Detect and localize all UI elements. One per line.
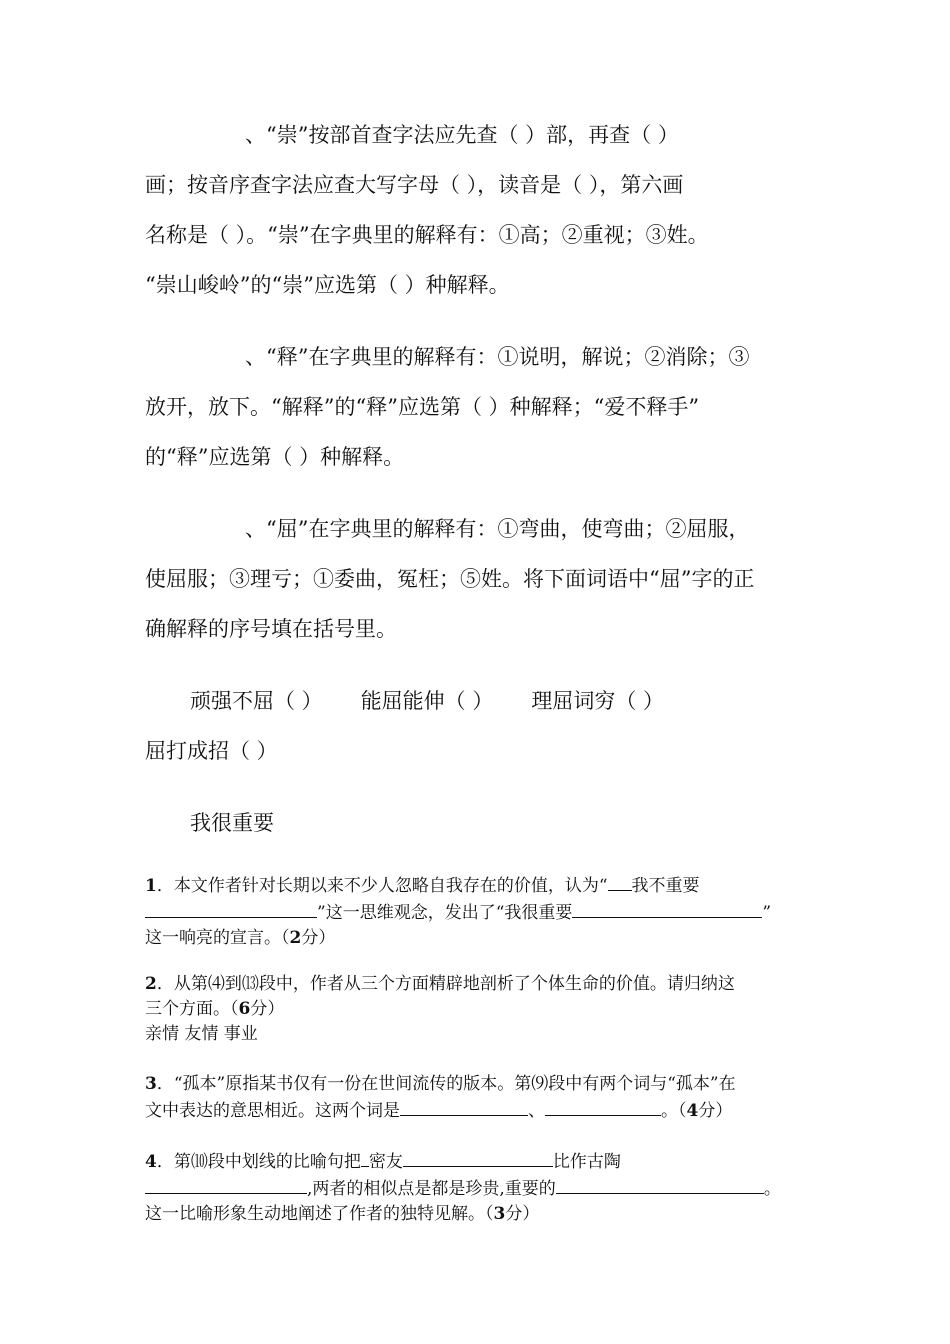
question-1-text-d: ” <box>762 903 772 923</box>
question-4-blank-0[interactable] <box>361 1148 369 1167</box>
question-1-text-a: ．本文作者针对长期以来不少人忽略自我存在的价值，认为“ <box>156 876 608 896</box>
question-3-text-a: ．“孤本”原指某书仅有一份在世间流传的版本。第⑼段中有两个词与“孤本”在 <box>156 1074 736 1094</box>
question-4-text-d: ,两者的相似点是都是珍贵,重要的 <box>307 1179 556 1199</box>
question-qu-line1: 、“屈”在字典里的解释有：①弯曲，使弯曲；②屈服， <box>245 517 750 541</box>
question-4 <box>145 1148 810 1227</box>
question-4-score: 3 <box>493 1204 506 1224</box>
question-3-text-d: 分） <box>698 1101 733 1121</box>
question-1-text-f: 分） <box>301 928 336 948</box>
question-shi <box>145 332 810 482</box>
question-1 <box>145 872 810 951</box>
question-1-blank-0[interactable] <box>608 872 632 891</box>
question-chong-line4: “崇山峻岭”的“崇”应选第（ ）种解释。 <box>145 273 510 297</box>
question-3-text-b: 文中表达的意思相近。这两个词是 <box>145 1101 400 1121</box>
question-3-blank-1[interactable] <box>400 1097 528 1116</box>
question-4-text-f: 这一比喻形象生动地阐述了作者的独特见解。（ <box>145 1204 494 1224</box>
question-1-text-e: 这一响亮的宣言。（ <box>145 928 290 948</box>
question-3-score: 4 <box>686 1101 699 1121</box>
question-chong-line3: 名称是（ ）。“崇”在字典里的解释有：①高；②重视；③姓。 <box>145 223 709 247</box>
word-list-row2 <box>145 726 810 776</box>
question-2-score: 6 <box>238 999 251 1019</box>
question-1-text-c: ”这一思维观念，发出了“我很重要 <box>317 903 573 923</box>
question-1-blank-2[interactable] <box>572 899 762 918</box>
word-item-3: 理屈词穷（ ） <box>531 689 665 713</box>
word-list <box>190 676 702 726</box>
question-4-blank-1[interactable] <box>403 1148 553 1167</box>
question-shi-line3: 的“释”应选第（ ）种解释。 <box>145 445 405 469</box>
question-qu <box>145 504 810 654</box>
word-item-1: 顽强不屈（ ） <box>190 689 323 713</box>
question-2-answer: 亲情 友情 事业 <box>145 1024 258 1044</box>
question-1-text-b: 我不重要 <box>631 876 700 896</box>
question-shi-line1: 、“释”在字典里的解释有：①说明，解说；②消除；③ <box>245 345 750 369</box>
question-2 <box>145 972 810 1047</box>
question-qu-line3: 确解释的序号填在括号里。 <box>145 617 397 641</box>
question-3-number: 3 <box>145 1074 157 1094</box>
question-1-blank-1[interactable] <box>145 899 317 918</box>
question-4-blank-2[interactable] <box>145 1175 307 1194</box>
question-1-score: 2 <box>289 928 302 948</box>
question-3-blank-2[interactable] <box>545 1097 661 1116</box>
question-3-separator: 、 <box>528 1101 545 1121</box>
question-3-text-c: 。（ <box>661 1101 687 1121</box>
word-item-4: 屈打成招（ ） <box>145 739 278 763</box>
question-4-text-e: 。 <box>763 1179 781 1199</box>
question-4-number: 4 <box>145 1152 157 1172</box>
question-4-blank-3[interactable] <box>556 1175 764 1194</box>
question-2-text-a: ．从第⑷到⒀段中，作者从三个方面精辟地剖析了个体生命的价值。请归纳这 <box>156 974 735 994</box>
question-4-text-a: ．第⑽段中划线的比喻句把 <box>156 1152 361 1172</box>
question-chong <box>145 110 810 310</box>
question-1-number: 1 <box>145 876 157 896</box>
reading-title: 我很重要 <box>190 811 274 835</box>
question-4-text-b: 密友 <box>368 1152 403 1172</box>
question-shi-line2: 放开，放下。“解释”的“释”应选第（ ）种解释；“爱不释手” <box>145 395 700 419</box>
question-2-number: 2 <box>145 974 157 994</box>
question-2-text-c: 分） <box>250 999 285 1019</box>
question-3 <box>145 1072 810 1124</box>
question-4-text-g: 分） <box>505 1204 540 1224</box>
word-item-2: 能屈能伸（ ） <box>360 689 494 713</box>
question-4-text-c: 比作古陶 <box>552 1152 621 1172</box>
question-qu-line2: 使屈服；③理亏；①委曲，冤枉；⑤姓。将下面词语中“屈”字的正 <box>145 567 755 591</box>
question-chong-line2: 画；按音序查字法应查大写字母（ ），读音是（ ），第六画 <box>145 173 684 197</box>
question-2-text-b: 三个方面。（ <box>145 999 239 1019</box>
question-chong-line1: 、“崇”按部首查字法应先查（ ）部，再查（ ） <box>245 123 679 147</box>
